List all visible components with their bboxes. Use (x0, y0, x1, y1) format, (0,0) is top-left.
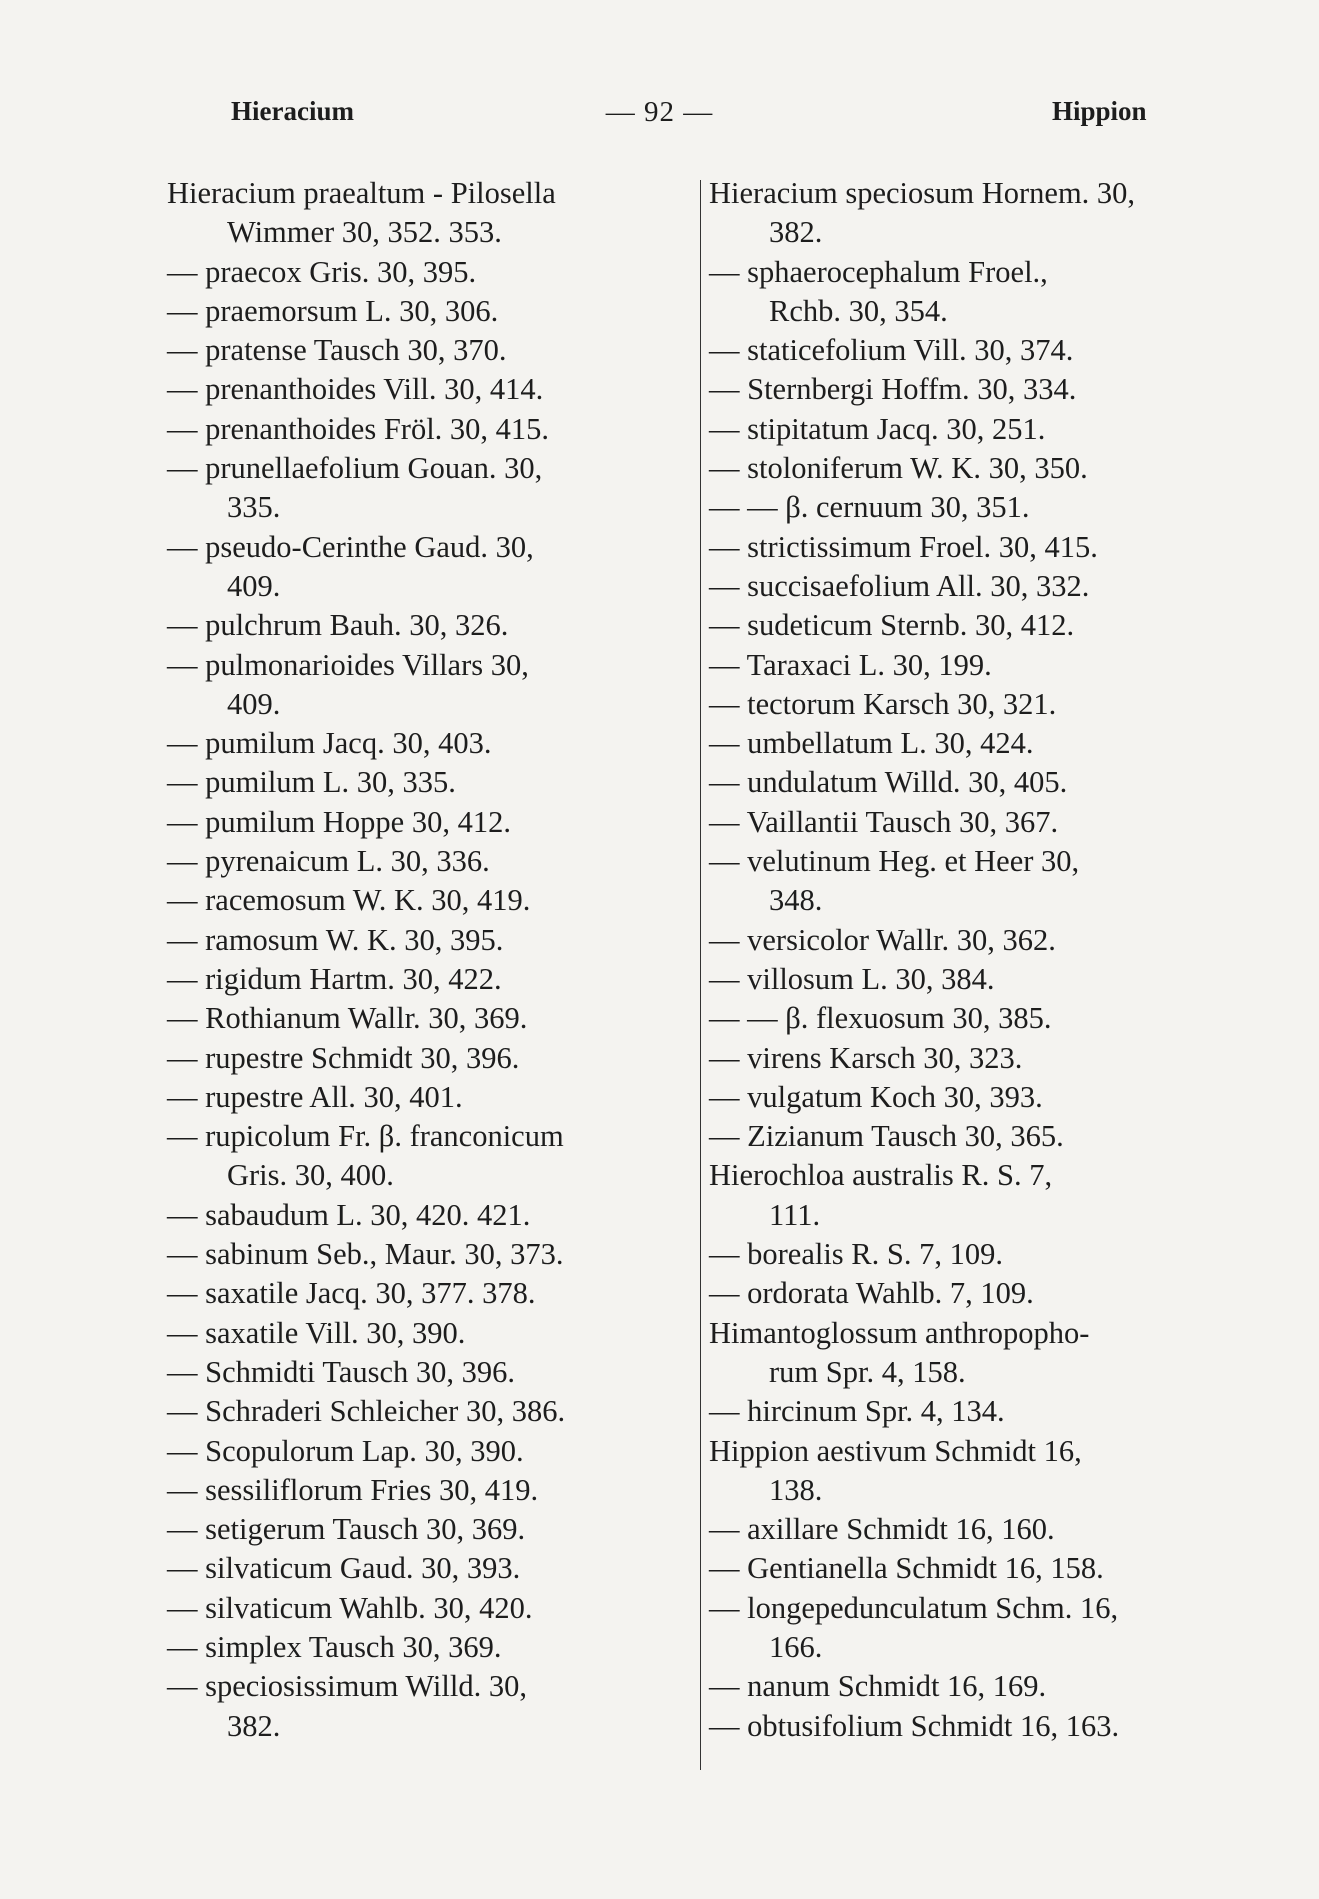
index-entry (709, 449, 1233, 488)
index-entry (167, 606, 691, 645)
entry-line: — versicolor Wallr. 30, 362. (709, 922, 1056, 957)
entry-line: — silvaticum Wahlb. 30, 420. (167, 1590, 533, 1625)
entry-line: — simplex Tausch 30, 369. (167, 1629, 502, 1664)
index-entry (167, 1392, 691, 1431)
entry-line: Hieracium praealtum - Pilosella (167, 176, 556, 210)
entry-continuation: Wimmer 30, 352. 353. (227, 215, 502, 250)
index-entry (167, 1235, 691, 1274)
index-entry (167, 1471, 691, 1510)
index-entry (709, 1117, 1233, 1156)
entry-continuation: 409. (227, 686, 281, 721)
entry-line: Hierochloa australis R. S. 7, (709, 1158, 1053, 1193)
entry-line: — saxatile Vill. 30, 390. (167, 1315, 466, 1350)
entry-line: — Schraderi Schleicher 30, 386. (167, 1394, 566, 1429)
index-entry (167, 999, 691, 1038)
entry-continuation: 382. (227, 1708, 281, 1743)
entry-line: — pyrenaicum L. 30, 336. (167, 844, 490, 879)
index-entry (709, 921, 1233, 960)
entry-line: — — β. cernuum 30, 351. (709, 490, 1030, 525)
index-entry (167, 842, 691, 881)
index-entry (167, 331, 691, 370)
index-entry (167, 370, 691, 409)
index-entry (709, 1392, 1233, 1431)
entry-line: — praemorsum L. 30, 306. (167, 293, 499, 328)
entry-line: — umbellatum L. 30, 424. (709, 726, 1034, 761)
index-entry (709, 488, 1233, 527)
entry-line: — pulchrum Bauh. 30, 326. (167, 608, 509, 643)
entry-line: — Taraxaci L. 30, 199. (709, 647, 992, 682)
index-entry (167, 1196, 691, 1235)
entry-line: — pumilum L. 30, 335. (167, 765, 456, 800)
index-entry (167, 763, 691, 802)
entry-line: — Zizianum Tausch 30, 365. (709, 1119, 1064, 1154)
entry-line: — Scopulorum Lap. 30, 390. (167, 1433, 524, 1468)
index-entry (167, 1432, 691, 1471)
entry-line: — Gentianella Schmidt 16, 158. (709, 1551, 1104, 1586)
index-entry (709, 803, 1233, 842)
entry-line: Himantoglossum anthropopho- (709, 1315, 1090, 1350)
entry-line: — setigerum Tausch 30, 369. (167, 1512, 526, 1547)
entry-line: — nanum Schmidt 16, 169. (709, 1669, 1047, 1704)
index-entry (709, 1589, 1233, 1668)
header-right-term: Hippion (1052, 96, 1147, 126)
index-entry (167, 449, 691, 528)
index-entry (167, 1667, 691, 1746)
index-entry (709, 370, 1233, 409)
index-entry (709, 331, 1233, 370)
entry-continuation: 382. (769, 215, 823, 250)
index-entry (709, 410, 1233, 449)
index-entry (167, 881, 691, 920)
entry-line: — borealis R. S. 7, 109. (709, 1237, 1003, 1272)
entry-continuation: 348. (769, 883, 823, 918)
entry-line: — pumilum Jacq. 30, 403. (167, 726, 492, 761)
entry-line: — hircinum Spr. 4, 134. (709, 1394, 1005, 1429)
entry-continuation: rum Spr. 4, 158. (769, 1354, 966, 1389)
entry-line: — villosum L. 30, 384. (709, 961, 995, 996)
index-entry (167, 803, 691, 842)
index-entry (167, 253, 691, 292)
index-entry (709, 999, 1233, 1038)
index-entry (709, 528, 1233, 567)
index-entry (709, 1039, 1233, 1078)
entry-line: — strictissimum Froel. 30, 415. (709, 529, 1098, 564)
entry-line: — staticefolium Vill. 30, 374. (709, 333, 1074, 368)
index-entry (709, 724, 1233, 763)
entry-line: — undulatum Willd. 30, 405. (709, 765, 1068, 800)
index-entry (167, 1628, 691, 1667)
entry-line: — tectorum Karsch 30, 321. (709, 686, 1057, 721)
entry-line: — rupestre Schmidt 30, 396. (167, 1040, 520, 1075)
page-number: — 92 — (605, 96, 714, 128)
index-entry (709, 253, 1233, 332)
entry-continuation: 111. (769, 1197, 821, 1232)
entry-line: — rupestre All. 30, 401. (167, 1079, 463, 1114)
entry-line: — praecox Gris. 30, 395. (167, 254, 477, 289)
index-entry (709, 1314, 1233, 1393)
entry-continuation: 166. (769, 1629, 823, 1664)
entry-line: — racemosum W. K. 30, 419. (167, 883, 531, 918)
entry-line: — prenanthoides Vill. 30, 414. (167, 372, 544, 407)
entry-line: — ordorata Wahlb. 7, 109. (709, 1276, 1034, 1311)
index-entry (709, 1156, 1233, 1235)
index-entry (167, 1353, 691, 1392)
index-entry (167, 921, 691, 960)
index-entry (167, 1039, 691, 1078)
index-entry (709, 646, 1233, 685)
index-column-left (167, 174, 691, 1746)
index-entry (709, 842, 1233, 921)
entry-line: — silvaticum Gaud. 30, 393. (167, 1551, 521, 1586)
index-column-right (709, 174, 1233, 1746)
entry-line: — rupicolum Fr. β. franconicum (167, 1119, 564, 1154)
index-entry (709, 1667, 1233, 1706)
entry-line: Hippion aestivum Schmidt 16, (709, 1433, 1082, 1468)
entry-line: — sessiliflorum Fries 30, 419. (167, 1472, 539, 1507)
index-entry (709, 174, 1233, 253)
index-entry (167, 1274, 691, 1313)
index-entry (709, 685, 1233, 724)
index-entry (167, 410, 691, 449)
entry-line: — sabaudum L. 30, 420. 421. (167, 1197, 531, 1232)
entry-line: — pratense Tausch 30, 370. (167, 333, 507, 368)
index-entry (167, 1117, 691, 1196)
entry-line: — Vaillantii Tausch 30, 367. (709, 804, 1059, 839)
index-entry (167, 724, 691, 763)
entry-continuation: Gris. 30, 400. (227, 1158, 394, 1193)
entry-line: — prenanthoides Fröl. 30, 415. (167, 411, 550, 446)
entry-line: Hieracium speciosum Hornem. 30, (709, 176, 1136, 210)
entry-line: — saxatile Jacq. 30, 377. 378. (167, 1276, 536, 1311)
index-entry (167, 1510, 691, 1549)
header-left-term: Hieracium (231, 96, 354, 126)
entry-line: — rigidum Hartm. 30, 422. (167, 961, 502, 996)
index-entry (709, 1432, 1233, 1511)
index-entry (167, 1549, 691, 1588)
entry-line: — sabinum Seb., Maur. 30, 373. (167, 1237, 564, 1272)
entry-line: — stipitatum Jacq. 30, 251. (709, 411, 1046, 446)
entry-line: — pulmonarioides Villars 30, (167, 647, 529, 682)
entry-line: — sudeticum Sternb. 30, 412. (709, 608, 1075, 643)
entry-line: — virens Karsch 30, 323. (709, 1040, 1023, 1075)
entry-line: — pseudo-Cerinthe Gaud. 30, (167, 529, 534, 564)
entry-continuation: Rchb. 30, 354. (769, 293, 948, 328)
entry-line: — ramosum W. K. 30, 395. (167, 922, 504, 957)
entry-line: — axillare Schmidt 16, 160. (709, 1512, 1055, 1547)
index-entry (709, 1707, 1233, 1746)
running-header (0, 96, 1319, 136)
entry-continuation: 138. (769, 1472, 823, 1507)
entry-line: — stoloniferum W. K. 30, 350. (709, 451, 1088, 486)
entry-continuation: 335. (227, 490, 281, 525)
index-entry (709, 1235, 1233, 1274)
entry-line: — sphaerocephalum Froel., (709, 254, 1048, 289)
entry-line: — vulgatum Koch 30, 393. (709, 1079, 1043, 1114)
index-entry (167, 1314, 691, 1353)
entry-line: — velutinum Heg. et Heer 30, (709, 844, 1080, 879)
index-entry (709, 763, 1233, 802)
index-entry (167, 960, 691, 999)
entry-line: — pumilum Hoppe 30, 412. (167, 804, 511, 839)
entry-line: — longepedunculatum Schm. 16, (709, 1590, 1119, 1625)
index-entry (709, 1549, 1233, 1588)
entry-line: — prunellaefolium Gouan. 30, (167, 451, 543, 486)
entry-line: — Schmidti Tausch 30, 396. (167, 1354, 516, 1389)
index-entry (709, 1274, 1233, 1313)
entry-line: — Rothianum Wallr. 30, 369. (167, 1001, 528, 1036)
entry-line: — — β. flexuosum 30, 385. (709, 1001, 1052, 1036)
index-entry (167, 1078, 691, 1117)
entry-continuation: 409. (227, 568, 281, 603)
index-entry (709, 606, 1233, 645)
index-entry (709, 960, 1233, 999)
index-entry (167, 292, 691, 331)
entry-line: — Sternbergi Hoffm. 30, 334. (709, 372, 1077, 407)
entry-line: — obtusifolium Schmidt 16, 163. (709, 1708, 1120, 1743)
index-entry (167, 646, 691, 725)
entry-line: — succisaefolium All. 30, 332. (709, 568, 1090, 603)
column-divider (700, 180, 701, 1770)
index-entry (709, 567, 1233, 606)
index-entry (709, 1510, 1233, 1549)
index-entry (709, 1078, 1233, 1117)
index-entry (167, 1589, 691, 1628)
entry-line: — speciosissimum Willd. 30, (167, 1669, 527, 1704)
index-entry (167, 528, 691, 607)
index-entry (167, 174, 691, 253)
